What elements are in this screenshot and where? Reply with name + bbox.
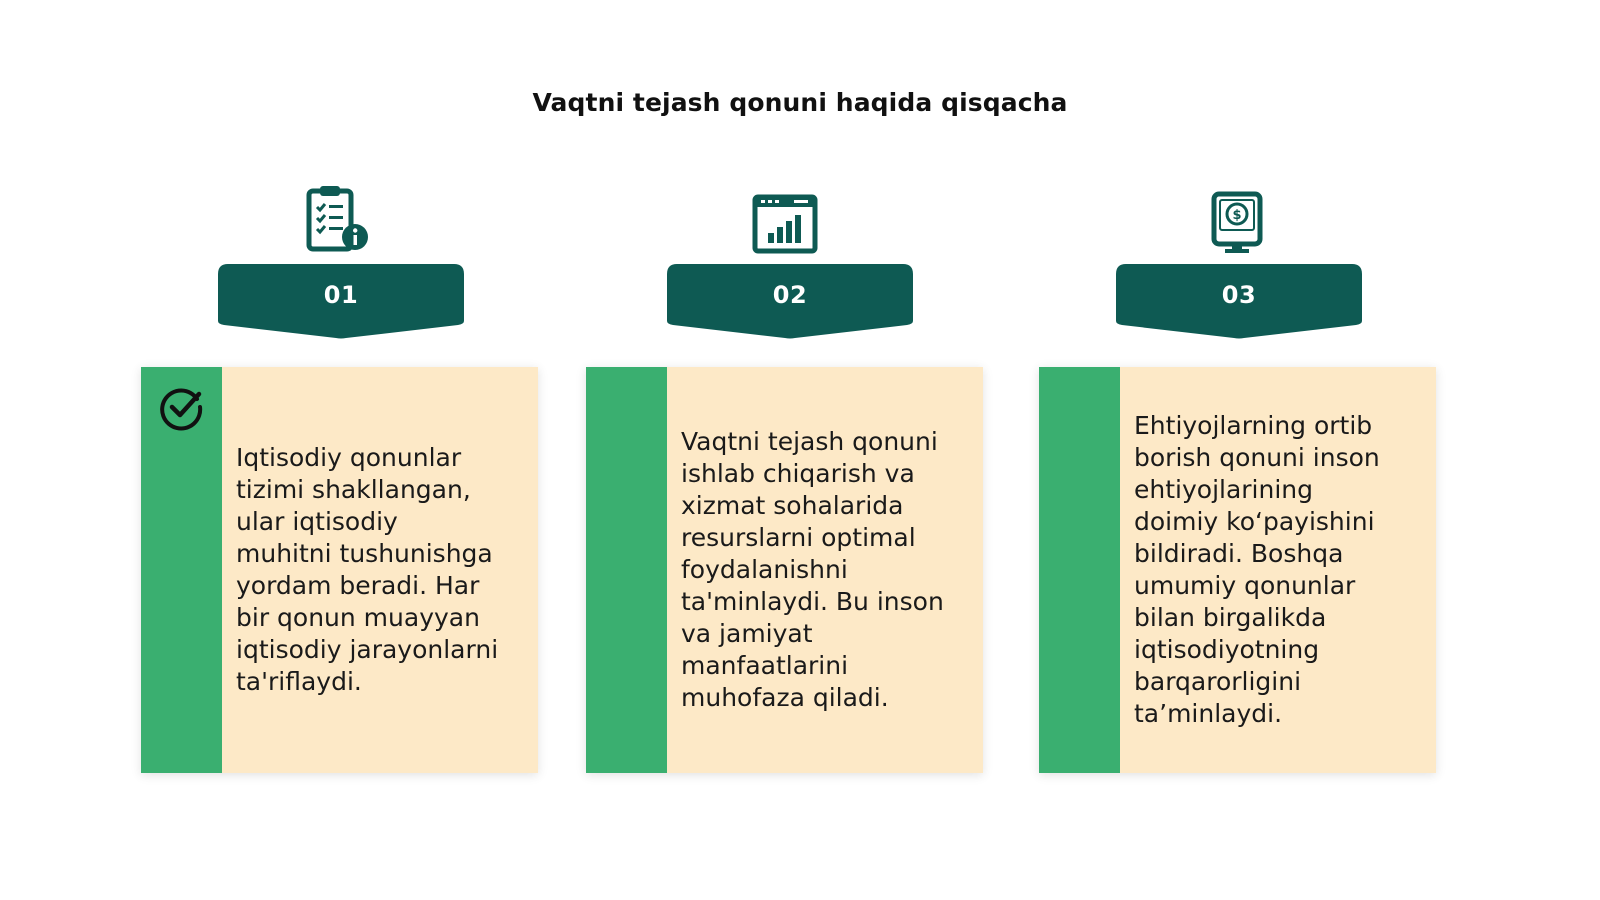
step-number-banner-1 — [218, 264, 464, 340]
page-title: Vaqtni tejash qonuni haqida qisqacha — [532, 88, 1068, 117]
info-card-3 — [1039, 367, 1436, 773]
info-card-1 — [141, 367, 538, 773]
card-accent-strip-2 — [586, 367, 667, 773]
step-number-1: 01 — [323, 281, 359, 309]
step-number-3: 03 — [1221, 281, 1257, 309]
info-card-2 — [586, 367, 983, 773]
card-body-3 — [1120, 367, 1436, 773]
step-number-2: 02 — [772, 281, 808, 309]
browser-bar-chart-icon — [752, 192, 822, 262]
clipboard-checklist-info-icon — [306, 185, 376, 255]
check-circle-icon — [159, 385, 205, 431]
card-text-2: Vaqtni tejash qonuni ishlab chiqarish va xizmat sohalarida resurslarni optimal foydalanishni ta'minlaydi. Bu inson va jamiyat manfaatlarini muhofaza qiladi. — [681, 427, 944, 712]
card-accent-strip-1 — [141, 367, 222, 773]
card-text-1: Iqtisodiy qonunlar tizimi shakllangan, ular iqtisodiy muhitni tushunishga yordam beradi. Har bir qonun muayyan iqtisodiy jarayonlarni ta'riflaydi. — [236, 443, 499, 696]
card-text-3: Ehtiyojlarning ortib borish qonuni inson ehtiyojlarining doimiy ko‘payishini bildiradi. Boshqa umumiy qonunlar bilan birgalikda iqtisodiyotning barqarorligini ta’minlaydi. — [1134, 411, 1380, 728]
step-number-banner-3 — [1116, 264, 1362, 340]
step-number-banner-2 — [667, 264, 913, 340]
card-accent-strip-3 — [1039, 367, 1120, 773]
card-body-1 — [222, 367, 538, 773]
card-body-2 — [667, 367, 983, 773]
svg-text:$: $ — [1232, 208, 1242, 223]
monitor-dollar-icon — [1208, 190, 1278, 260]
